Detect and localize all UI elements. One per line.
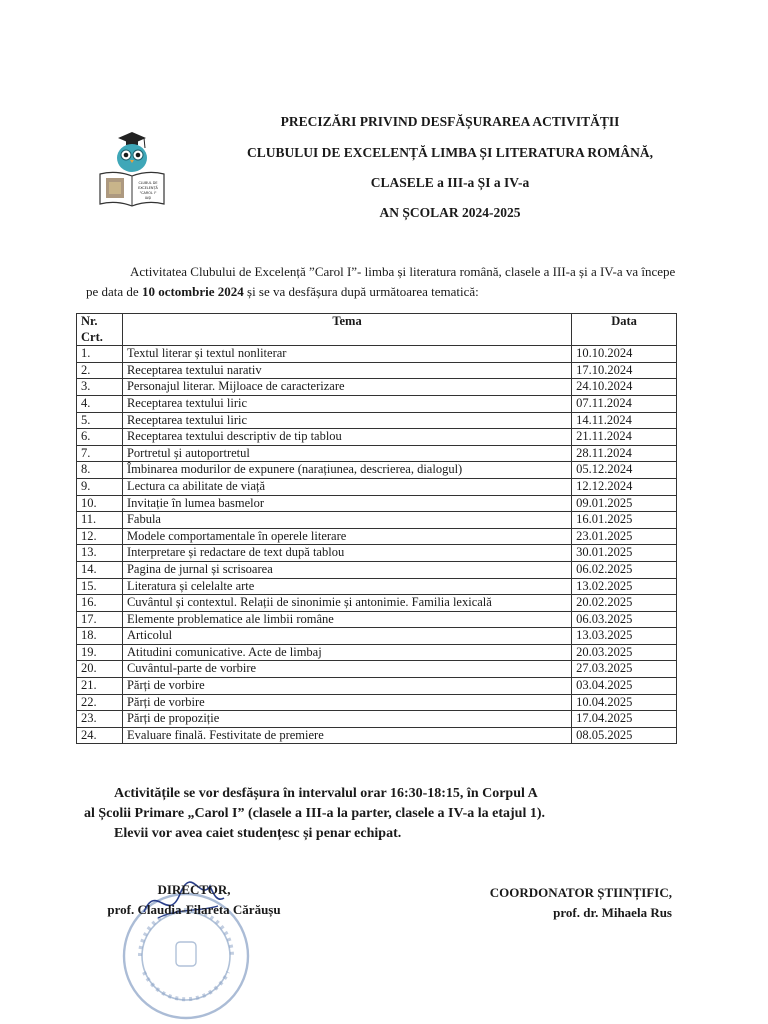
row-number: 14. [77,561,123,578]
row-date: 20.03.2025 [572,644,677,661]
row-topic: Articolul [122,628,571,645]
row-number: 8. [77,462,123,479]
row-topic: Părți de vorbire [122,678,571,695]
table-row [77,661,677,678]
table-row [77,528,677,545]
row-topic: Receptarea textului narativ [122,362,571,379]
row-topic: Literatura și celelalte arte [122,578,571,595]
row-number: 16. [77,595,123,612]
row-number: 19. [77,644,123,661]
row-date: 21.11.2024 [572,429,677,446]
row-date: 17.10.2024 [572,362,677,379]
intro-start-date: 10 octombrie 2024 [141,284,244,299]
logo-text-line: IAȘI [144,196,152,200]
row-topic: Cuvântul și contextul. Relații de sinonimie și antonimie. Familia lexicală [122,595,571,612]
row-number: 11. [77,512,123,529]
table-row [77,478,677,495]
table-row [77,711,677,728]
logo-text-line: EXCELENȚĂ [138,186,158,190]
coordinator-name: prof. dr. Mihaela Rus [553,905,672,920]
row-date: 06.03.2025 [572,611,677,628]
row-date: 08.05.2025 [572,727,677,744]
table-row [77,429,677,446]
header-tema: Tema [122,314,571,346]
row-topic: Receptarea textului descriptiv de tip tablou [122,429,571,446]
logo-text-line: CLUBUL DE [138,181,158,185]
row-date: 10.10.2024 [572,346,677,363]
row-date: 03.04.2025 [572,678,677,695]
row-date: 14.11.2024 [572,412,677,429]
table-row [77,561,677,578]
row-topic: Textul literar și textul nonliterar [122,346,571,363]
table-row [77,644,677,661]
row-number: 4. [77,395,123,412]
table-row [77,395,677,412]
table-row [77,611,677,628]
row-topic: Modele comportamentale în operele literare [122,528,571,545]
table-row [77,727,677,744]
note-line-1: Activitățile se vor desfășura în intervalul orar 16:30-18:15, în Corpul A [114,786,538,801]
note-line-2: al Școlii Primare „Carol I” (clasele a III-a la parter, clasele a IV-a la etajul 1). [84,806,546,821]
coordinator-signature-block [432,883,672,923]
row-date: 27.03.2025 [572,661,677,678]
row-date: 13.03.2025 [572,628,677,645]
table-header-row [77,314,677,346]
row-topic: Invitație în lumea basmelor [122,495,571,512]
club-logo-owl-book-icon [96,128,168,208]
row-date: 10.04.2025 [572,694,677,711]
row-number: 15. [77,578,123,595]
row-topic: Cuvântul-parte de vorbire [122,661,571,678]
coordinator-title: COORDONATOR ȘTIINȚIFIC, [489,885,672,900]
document-title-school-year: AN ȘCOLAR 2024-2025 [379,205,521,220]
row-topic: Lectura ca abilitate de viață [122,478,571,495]
row-number: 22. [77,694,123,711]
row-date: 23.01.2025 [572,528,677,545]
row-number: 6. [77,429,123,446]
row-topic: Interpretare și redactare de text după tablou [122,545,571,562]
table-row [77,445,677,462]
row-date: 09.01.2025 [572,495,677,512]
row-date: 07.11.2024 [572,395,677,412]
table-row [77,495,677,512]
table-row [77,578,677,595]
row-topic: Părți de vorbire [122,694,571,711]
intro-text-part-2: și se va desfășura după următoarea tematică: [243,284,479,299]
table-row [77,512,677,529]
row-number: 3. [77,379,123,396]
row-number: 12. [77,528,123,545]
row-number: 10. [77,495,123,512]
row-number: 13. [77,545,123,562]
row-date: 20.02.2025 [572,595,677,612]
row-number: 17. [77,611,123,628]
row-topic: Îmbinarea modurilor de expunere (narațiunea, descrierea, dialogul) [122,462,571,479]
row-date: 12.12.2024 [572,478,677,495]
logo-text-line: "CAROL I" [139,191,157,195]
intro-paragraph [86,262,682,302]
row-topic: Atitudini comunicative. Acte de limbaj [122,644,571,661]
row-date: 30.01.2025 [572,545,677,562]
document-title-line-1: PRECIZĂRI PRIVIND DESFĂȘURAREA ACTIVITĂȚII [280,114,620,129]
row-topic: Părți de propoziție [122,711,571,728]
row-number: 9. [77,478,123,495]
row-date: 06.02.2025 [572,561,677,578]
row-number: 1. [77,346,123,363]
table-row [77,628,677,645]
row-topic: Receptarea textului liric [122,412,571,429]
intro-text-part-1: Activitatea Clubului de Excelență ”Carol I”- limba și literatura română, clasele a III-a și a IV-a va începe pe data de [86,264,676,299]
row-topic: Receptarea textului liric [122,395,571,412]
row-topic: Personajul literar. Mijloace de caracterizare [122,379,571,396]
row-number: 20. [77,661,123,678]
row-topic: Pagina de jurnal și scrisoarea [122,561,571,578]
table-row [77,346,677,363]
table-row [77,362,677,379]
table-row [77,379,677,396]
header-nr-crt: Nr. Crt. [77,314,123,346]
document-title-line-2: CLUBULUI DE EXCELENȚĂ LIMBA ȘI LITERATURA ROMÂNĂ, [247,145,653,160]
row-topic: Portretul și autoportretul [122,445,571,462]
row-number: 23. [77,711,123,728]
row-date: 28.11.2024 [572,445,677,462]
note-line-3: Elevii vor avea caiet studențesc și penar echipat. [114,826,402,841]
director-title: DIRECTOR, [157,882,231,897]
row-number: 21. [77,678,123,695]
row-number: 5. [77,412,123,429]
row-date: 17.04.2025 [572,711,677,728]
table-row [77,412,677,429]
row-date: 13.02.2025 [572,578,677,595]
schedule-note [84,784,704,844]
table-row [77,595,677,612]
row-date: 05.12.2024 [572,462,677,479]
row-date: 16.01.2025 [572,512,677,529]
schedule-table [76,313,677,744]
table-row [77,678,677,695]
row-topic: Elemente problematice ale limbii române [122,611,571,628]
table-row [77,545,677,562]
row-number: 7. [77,445,123,462]
document-title-classes: CLASELE a III-a ȘI a IV-a [370,175,530,190]
row-number: 18. [77,628,123,645]
table-row [77,694,677,711]
header-data: Data [572,314,677,346]
row-number: 24. [77,727,123,744]
table-row [77,462,677,479]
row-topic: Fabula [122,512,571,529]
director-name: prof. Claudia-Filareta Cărăușu [107,902,281,917]
director-signature-block [84,880,304,920]
row-date: 24.10.2024 [572,379,677,396]
row-number: 2. [77,362,123,379]
row-topic: Evaluare finală. Festivitate de premiere [122,727,571,744]
